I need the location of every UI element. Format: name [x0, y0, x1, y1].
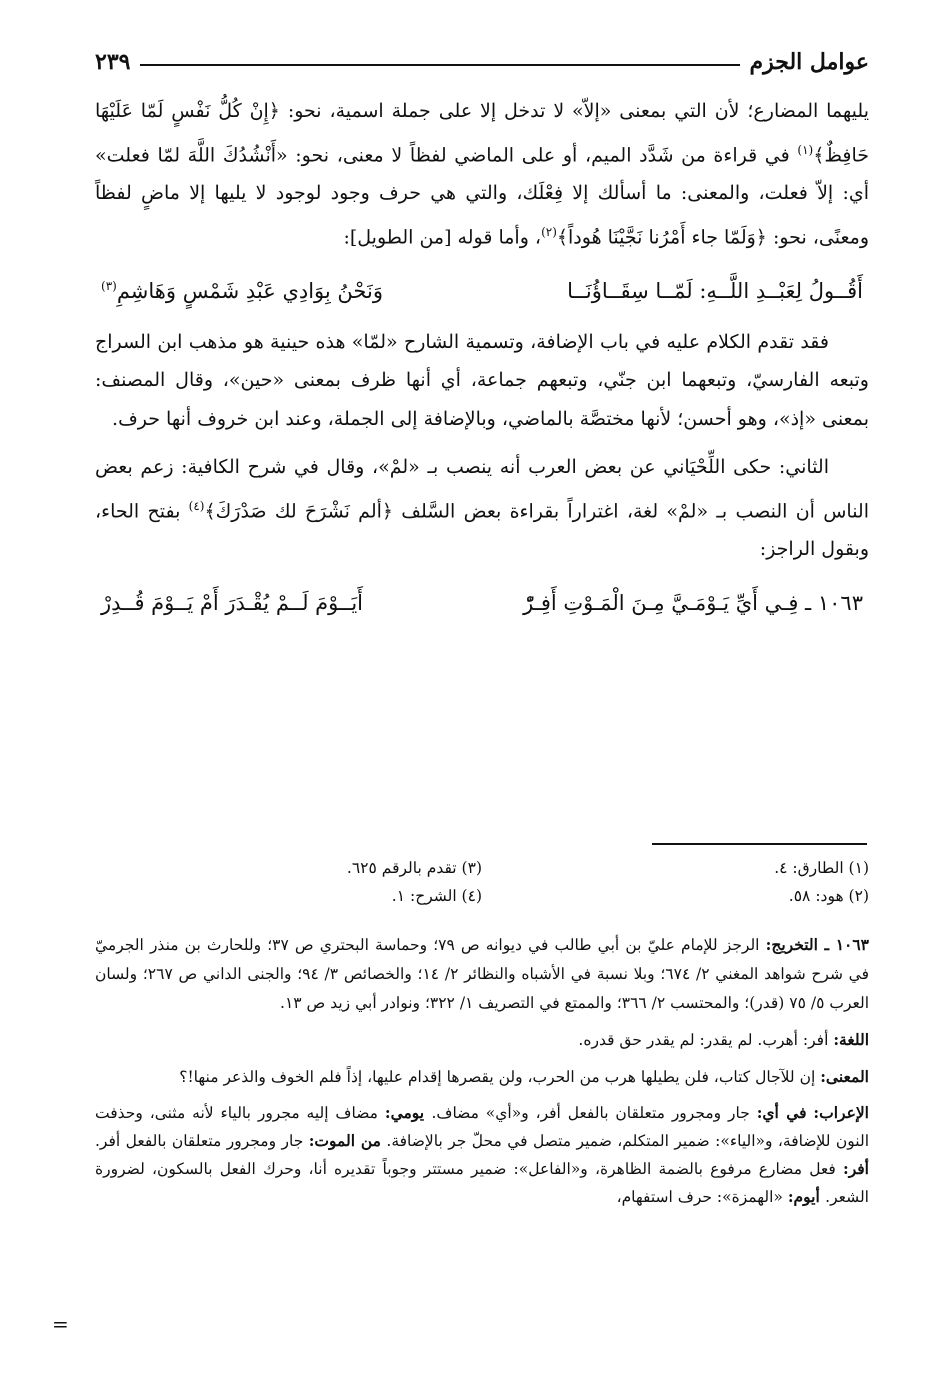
lugha-note: [95, 1025, 869, 1055]
irab-note: [95, 1099, 869, 1211]
takhrij-note: [95, 930, 869, 1018]
mana-label: المعنى:: [820, 1067, 869, 1086]
takhrij-label: ١٠٦٣ ـ التخريج:: [765, 935, 869, 954]
footnote-4: (٤) الشرح: ١.: [391, 887, 482, 905]
irab-afirr-text: فعل مضارع مرفوع بالضمة الظاهرة، و«الفاعل»: ضمير مستتر وجوباً تقديره أنا، وحرك الفعل بالسكون، لضرورة الشعر.: [95, 1160, 869, 1206]
verse-1063-second-hemistich: أَيَــوْمَ لَــمْ يُقْـدَرَ أَمْ يَــوْمَ قُــدِرْ: [101, 590, 364, 615]
main-text: [95, 92, 869, 635]
footnote-3: (٣) تقدم بالرقم ٦٢٥.: [346, 859, 482, 877]
footnote-1: (١) الطارق: ٤.: [774, 859, 869, 877]
paragraph-1: [95, 92, 869, 257]
paragraph-3-text: الثاني: حكى اللِّحْيَاني عن بعض العرب أنه ينصب بـ «لمْ»، وقال في شرح الكافية: زعم بعض الناس أن النصب بـ «لمْ» لغة، اغتراراً بقراءة بعض السَّلف ﴿ألم نَشْرَحَ لك صَدْرَكَ﴾: [95, 456, 870, 522]
footnotes: [95, 856, 869, 908]
verse-1-second-text: وَنَحْنُ بِوَادِي عَبْدِ شَمْسٍ وَهَاشِمِ: [116, 278, 383, 303]
verse-1-second-hemistich: [95, 279, 389, 303]
lugha-text: أفر: أهرب. لم يقدر: لم يقدر حق قدره.: [578, 1031, 834, 1049]
irab-yawmay-label: يومي:: [384, 1103, 432, 1122]
paragraph-3: [95, 448, 869, 569]
page-header: [95, 44, 869, 80]
irab-min-almawt-text: جار ومجرور متعلقان بالفعل أفر.: [95, 1132, 309, 1150]
footnote-separator: [652, 843, 867, 845]
lugha-label: اللغة:: [833, 1030, 869, 1049]
continuation-mark: =: [52, 1312, 69, 1336]
page-number: ٢٣٩: [95, 49, 131, 75]
irab-fi-ayy-text: جار ومجرور متعلقان بالفعل أفر، و«أي» مضاف.: [431, 1104, 757, 1122]
header-rule: [140, 64, 739, 66]
footnote-ref-2: (٢): [541, 224, 557, 239]
verse-1: [95, 267, 869, 315]
takhrij-text: الرجز للإمام عليّ بن أبي طالب في ديوانه ص ٧٩؛ وحماسة البحتري ص ٣٧؛ وللحارث بن منذر الجرميّ في شرح شواهد المغني ٢/ ٦٧٤؛ وبلا نسبة في الأشباه والنظائر ٢/ ١٤؛ والخصائص ٣/ ٩٤؛ والجنى الداني ص ٢٦٧؛ ولسان العرب ٥/ ٧٥ (قدر)؛ والمحتسب ٢/ ٣٦٦؛ والممتع في التصريف ١/ ٣٢٢؛ ونوادر أبي زيد ص ١٣.: [95, 936, 869, 1012]
irab-ayawm-text: «الهمزة»: حرف استفهام،: [616, 1188, 788, 1206]
irab-yawmay-text: مضاف إليه مجرور بالياء لأنه مثنى، وحذفت النون للإضافة، و«الياء»: ضمير المتكلم، ضمير متصل في محلّ جر بالإضافة.: [95, 1104, 869, 1150]
paragraph-1-text: يليهما المضارع؛ لأن التي بمعنى «إلاّ» لا تدخل إلا على جملة اسمية، نحو: ﴿إِنْ كُلُّ نَفْسٍ لَمّا عَلَيْهَا حَافِظٌ﴾: [95, 100, 869, 166]
verse-1-first-hemistich: أَقُــولُ لِعَبْــدِ اللَّــهِ: لَمّــا سِقَــاؤُنَــا: [567, 278, 863, 303]
verse-1063: [95, 579, 869, 627]
paragraph-3-end: بفتح الحاء، وبقول الراجز:: [95, 499, 869, 561]
paragraph-1-end: ، وأما قوله [من الطويل]:: [343, 226, 542, 249]
footnote-ref-3: (٣): [101, 278, 117, 293]
irab-afirr-label: أفر:: [843, 1159, 869, 1178]
running-title: عوامل الجزم: [749, 49, 869, 75]
irab-fi-ayy-label: في أي:: [756, 1103, 807, 1122]
mana-note: [95, 1062, 869, 1092]
footnote-ref-1: (١): [797, 142, 814, 157]
irab-label: الإعراب:: [813, 1103, 869, 1122]
mana-text: إن للآجال كتاب، فلن يطيلها هرب من الحرب، ولن يقصرها إقدام عليها، إذاً فلم الخوف والذعر منها!؟: [179, 1068, 821, 1086]
irab-min-almawt-label: من الموت:: [308, 1131, 381, 1150]
paragraph-1-continued: في قراءة من شَدَّد الميم، أو على الماضي لفظاً لا معنى، نحو: «أَنْشُدُكَ اللَّهَ لمّا فعلت» أي: إلاّ فعلت، والمعنى: ما أسألك إلا فِعْلَك، والتي هي حرف وجود لوجود لا يليها إلا ماضٍ لفظاً ومعنًى، نحو: ﴿وَلَمّا جاء أَمْرُنا نَجَّيْنَا هُوداً﴾: [95, 143, 869, 249]
irab-ayawm-label: أيوم:: [787, 1187, 826, 1206]
footnote-ref-4: (٤): [188, 498, 205, 513]
paragraph-2: فقد تقدم الكلام عليه في باب الإضافة، وتسمية الشارح «لمّا» هذه حينية هو مذهب ابن السراج وتبعه الفارسيّ، وتبعهما ابن جنّي، وتبعهم جماعة، أي أنها ظرف بمعنى «حين»، وقال المصنف: بمعنى «إذ»، وهو أحسن؛ لأنها مختصَّة بالماضي، وبالإضافة إلى الجملة، وعند ابن خروف أنها حرف.: [95, 330, 869, 430]
verse-1063-first-hemistich: ١٠٦٣ ـ فِـي أَيِّ يَـوْمَـيَّ مِـنَ الْمَـوْتِ أَفِـرّْ: [523, 590, 863, 615]
footnote-2: (٢) هود: ٥٨.: [788, 887, 869, 905]
verse-commentary: [95, 930, 869, 1221]
